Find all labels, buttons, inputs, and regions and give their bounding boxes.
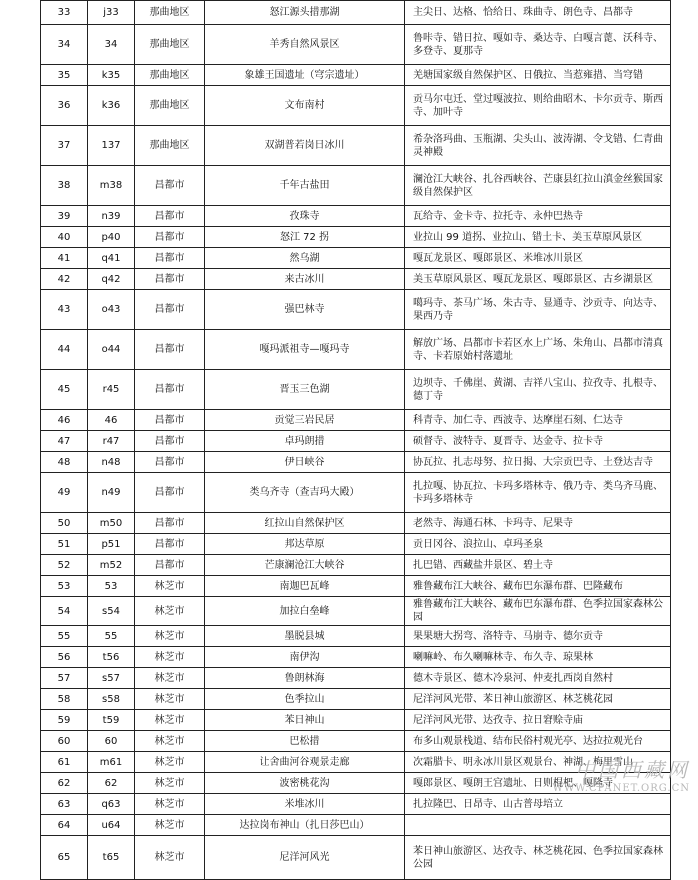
row-code: 34 (88, 25, 135, 65)
row-nearby-spots: 苯日神山旅游区、达孜寺、林芝桃花园、色季拉国家森林公园 (405, 836, 671, 880)
row-scenic-name: 贡觉三岩民居 (205, 410, 405, 431)
row-code: q41 (88, 248, 135, 269)
row-scenic-name: 尼洋河风光 (205, 836, 405, 880)
row-nearby-spots: 德木寺景区、德木冷泉河、仲麦扎西岗自然村 (405, 668, 671, 689)
row-number: 46 (41, 410, 88, 431)
row-scenic-name: 鲁朗林海 (205, 668, 405, 689)
table-row (41, 668, 671, 689)
row-number: 50 (41, 513, 88, 534)
row-nearby-spots: 老然寺、海通石林、卡玛寺、尼果寺 (405, 513, 671, 534)
row-region: 昌都市 (135, 206, 205, 227)
row-number: 43 (41, 290, 88, 330)
row-region: 那曲地区 (135, 86, 205, 126)
row-code: r45 (88, 370, 135, 410)
row-number: 49 (41, 473, 88, 513)
row-scenic-name: 双湖普若岗日冰川 (205, 126, 405, 166)
row-scenic-name: 羊秀自然风景区 (205, 25, 405, 65)
row-nearby-spots: 喇嘛岭、布久喇嘛林寺、布久寺、琼果林 (405, 647, 671, 668)
row-code: m52 (88, 555, 135, 576)
row-code: 137 (88, 126, 135, 166)
row-scenic-name: 南迦巴瓦峰 (205, 576, 405, 597)
row-number: 44 (41, 330, 88, 370)
row-scenic-name: 文布南村 (205, 86, 405, 126)
row-nearby-spots: 嘎郎景区、嘎朗王宫遗址、日则棍杷、嘎隆寺 (405, 773, 671, 794)
row-code: o44 (88, 330, 135, 370)
table-row (41, 431, 671, 452)
row-region: 林芝市 (135, 597, 205, 626)
row-nearby-spots: 果果塘大拐弯、洛特寺、马崩寺、德尔贡寺 (405, 626, 671, 647)
table-row (41, 269, 671, 290)
table-row (41, 689, 671, 710)
table-row (41, 166, 671, 206)
row-number: 42 (41, 269, 88, 290)
row-scenic-name: 南伊沟 (205, 647, 405, 668)
row-nearby-spots: 布多山观景栈道、结布民俗村观光亭、达拉拉观光台 (405, 731, 671, 752)
row-region: 林芝市 (135, 752, 205, 773)
table-row (41, 126, 671, 166)
row-region: 林芝市 (135, 668, 205, 689)
row-code: u64 (88, 815, 135, 836)
table-row (41, 513, 671, 534)
row-region: 林芝市 (135, 626, 205, 647)
row-number: 38 (41, 166, 88, 206)
row-region: 昌都市 (135, 513, 205, 534)
table-row (41, 597, 671, 626)
row-region: 昌都市 (135, 473, 205, 513)
row-region: 昌都市 (135, 269, 205, 290)
row-code: s57 (88, 668, 135, 689)
row-region: 林芝市 (135, 576, 205, 597)
table-row (41, 773, 671, 794)
row-code: k35 (88, 65, 135, 86)
row-code: 53 (88, 576, 135, 597)
table-row (41, 290, 671, 330)
row-scenic-name: 伊日峡谷 (205, 452, 405, 473)
row-code: t59 (88, 710, 135, 731)
table-row (41, 25, 671, 65)
row-code: q42 (88, 269, 135, 290)
table-row (41, 815, 671, 836)
table-row (41, 555, 671, 576)
row-number: 41 (41, 248, 88, 269)
row-scenic-name: 怒江 72 拐 (205, 227, 405, 248)
row-region: 林芝市 (135, 794, 205, 815)
row-nearby-spots: 希杂洛玛曲、玉瓶湖、尖头山、波涛湖、令戈错、仁青曲灵神殿 (405, 126, 671, 166)
row-region: 昌都市 (135, 290, 205, 330)
row-code: q63 (88, 794, 135, 815)
row-code: r47 (88, 431, 135, 452)
row-nearby-spots: 贡日冈谷、浪拉山、卓玛圣泉 (405, 534, 671, 555)
table-row (41, 452, 671, 473)
row-code: m50 (88, 513, 135, 534)
row-number: 35 (41, 65, 88, 86)
table-row (41, 626, 671, 647)
row-nearby-spots: 贡马尔屯迁、堂过嘎波拉、则给曲昭木、卡尔贡寺、斯西寺、加叶寺 (405, 86, 671, 126)
row-scenic-name: 达拉岗布神山（扎日莎巴山） (205, 815, 405, 836)
row-number: 33 (41, 1, 88, 25)
row-region: 昌都市 (135, 534, 205, 555)
row-region: 林芝市 (135, 773, 205, 794)
row-code: m61 (88, 752, 135, 773)
row-nearby-spots: 扎拉嘎、协瓦拉、卡玛多塔林寺、俄乃寺、类乌齐马鹿、卡玛多塔林寺 (405, 473, 671, 513)
row-scenic-name: 卓玛朗措 (205, 431, 405, 452)
row-scenic-name: 色季拉山 (205, 689, 405, 710)
row-code: p51 (88, 534, 135, 555)
row-nearby-spots: 噶玛寺、茶马广场、朱古寺、显通寺、沙贡寺、向达寺、果西乃寺 (405, 290, 671, 330)
table-row (41, 647, 671, 668)
row-nearby-spots: 鲁咔寺、错日拉、嘎如寺、桑达寺、白嘎言蓖、沃科寺、多登寺、夏那寺 (405, 25, 671, 65)
table-row (41, 710, 671, 731)
row-code: t56 (88, 647, 135, 668)
table-row (41, 1, 671, 25)
table-row (41, 86, 671, 126)
row-number: 63 (41, 794, 88, 815)
row-code: 55 (88, 626, 135, 647)
row-region: 昌都市 (135, 410, 205, 431)
row-number: 57 (41, 668, 88, 689)
row-code: p40 (88, 227, 135, 248)
row-number: 36 (41, 86, 88, 126)
row-nearby-spots: 美玉草原风景区、嘎瓦龙景区、嘎郎景区、古乡湖景区 (405, 269, 671, 290)
row-number: 56 (41, 647, 88, 668)
row-number: 53 (41, 576, 88, 597)
row-nearby-spots: 扎拉隆巴、日昂寺、山古普母培立 (405, 794, 671, 815)
row-nearby-spots: 雅鲁藏布江大峡谷、藏布巴东瀑布群、色季拉国家森林公园 (405, 597, 671, 626)
table-row (41, 206, 671, 227)
row-region: 昌都市 (135, 370, 205, 410)
row-nearby-spots: 羌塘国家级自然保护区、日俄拉、当惹雍措、当穹错 (405, 65, 671, 86)
row-number: 59 (41, 710, 88, 731)
row-scenic-name: 孜珠寺 (205, 206, 405, 227)
row-code: 62 (88, 773, 135, 794)
table-row (41, 227, 671, 248)
row-scenic-name: 红拉山自然保护区 (205, 513, 405, 534)
row-number: 45 (41, 370, 88, 410)
row-region: 那曲地区 (135, 25, 205, 65)
table-row (41, 330, 671, 370)
row-region: 昌都市 (135, 330, 205, 370)
row-code: 46 (88, 410, 135, 431)
row-region: 那曲地区 (135, 126, 205, 166)
row-region: 林芝市 (135, 647, 205, 668)
row-region: 那曲地区 (135, 65, 205, 86)
row-nearby-spots: 尼洋河风光带、苯日神山旅游区、林芝桃花园 (405, 689, 671, 710)
row-nearby-spots: 澜沧江大峡谷、扎谷西峡谷、芒康县红拉山滇金丝猴国家级自然保护区 (405, 166, 671, 206)
row-code: j33 (88, 1, 135, 25)
row-scenic-name: 让舍曲河谷观景走廊 (205, 752, 405, 773)
row-scenic-name: 加拉白垒峰 (205, 597, 405, 626)
row-code: o43 (88, 290, 135, 330)
row-scenic-name: 强巴林寺 (205, 290, 405, 330)
row-scenic-name: 嘎玛派祖寺—嘎玛寺 (205, 330, 405, 370)
row-nearby-spots: 雅鲁藏布江大峡谷、藏布巴东瀑布群、巴隆藏布 (405, 576, 671, 597)
row-scenic-name: 米堆冰川 (205, 794, 405, 815)
row-number: 54 (41, 597, 88, 626)
row-code: n39 (88, 206, 135, 227)
table-row (41, 731, 671, 752)
row-nearby-spots: 硕督寺、波特寺、夏晋寺、达金寺、拉卡寺 (405, 431, 671, 452)
row-number: 39 (41, 206, 88, 227)
row-nearby-spots (405, 815, 671, 836)
table-row (41, 794, 671, 815)
row-number: 52 (41, 555, 88, 576)
row-region: 那曲地区 (135, 1, 205, 25)
row-scenic-name: 千年古盐田 (205, 166, 405, 206)
scenic-spots-table (40, 0, 671, 880)
table-row (41, 836, 671, 880)
row-code: m38 (88, 166, 135, 206)
row-scenic-name: 波密桃花沟 (205, 773, 405, 794)
row-scenic-name: 邦达草原 (205, 534, 405, 555)
row-region: 昌都市 (135, 248, 205, 269)
row-code: 60 (88, 731, 135, 752)
row-code: n49 (88, 473, 135, 513)
row-number: 64 (41, 815, 88, 836)
row-scenic-name: 芒康澜沧江大峡谷 (205, 555, 405, 576)
row-code: s58 (88, 689, 135, 710)
row-nearby-spots: 扎巴错、西藏盐井景区、碧土寺 (405, 555, 671, 576)
row-number: 61 (41, 752, 88, 773)
row-number: 55 (41, 626, 88, 647)
table-row (41, 473, 671, 513)
row-nearby-spots: 尼洋河风光带、达孜寺、拉日窘赊寺庙 (405, 710, 671, 731)
row-nearby-spots: 次霜腊卡、明永冰川景区观景台、神湖、梅里雪山 (405, 752, 671, 773)
row-nearby-spots: 嘎瓦龙景区、嘎郎景区、米堆冰川景区 (405, 248, 671, 269)
row-nearby-spots: 解放广场、昌都市卡若区水上广场、朱角山、昌都市清真寺、卡若原始村落遗址 (405, 330, 671, 370)
row-number: 40 (41, 227, 88, 248)
row-number: 47 (41, 431, 88, 452)
row-nearby-spots: 业拉山 99 道拐、业拉山、错土卡、美玉草原风景区 (405, 227, 671, 248)
row-number: 65 (41, 836, 88, 880)
row-code: n48 (88, 452, 135, 473)
watermark-title: 中国西藏网 (575, 758, 690, 782)
row-region: 林芝市 (135, 731, 205, 752)
row-number: 51 (41, 534, 88, 555)
table-row (41, 576, 671, 597)
row-scenic-name: 然乌湖 (205, 248, 405, 269)
table-row (41, 410, 671, 431)
row-region: 林芝市 (135, 689, 205, 710)
row-region: 昌都市 (135, 431, 205, 452)
row-region: 昌都市 (135, 227, 205, 248)
row-number: 34 (41, 25, 88, 65)
table-row (41, 248, 671, 269)
row-number: 58 (41, 689, 88, 710)
row-region: 林芝市 (135, 836, 205, 880)
row-scenic-name: 怒江源头措那湖 (205, 1, 405, 25)
watermark-url: WWW.CPANET.ORG.CN (552, 783, 690, 794)
row-scenic-name: 象雄王国遗址（穹宗遗址） (205, 65, 405, 86)
row-scenic-name: 来古冰川 (205, 269, 405, 290)
row-number: 48 (41, 452, 88, 473)
row-scenic-name: 苯日神山 (205, 710, 405, 731)
row-scenic-name: 晋玉三色湖 (205, 370, 405, 410)
row-code: s54 (88, 597, 135, 626)
row-nearby-spots: 边坝寺、千佛崖、黄湖、吉祥八宝山、拉孜寺、扎根寺、德丁寺 (405, 370, 671, 410)
row-code: k36 (88, 86, 135, 126)
table-row (41, 370, 671, 410)
row-nearby-spots: 协瓦拉、扎志母努、拉日揭、大宗贡巴寺、土登达吉寺 (405, 452, 671, 473)
row-region: 昌都市 (135, 555, 205, 576)
row-region: 昌都市 (135, 166, 205, 206)
row-code: t65 (88, 836, 135, 880)
row-number: 62 (41, 773, 88, 794)
row-scenic-name: 墨脱县城 (205, 626, 405, 647)
row-scenic-name: 巴松措 (205, 731, 405, 752)
table-row (41, 752, 671, 773)
row-nearby-spots: 科青寺、加仁寺、西波寺、达摩崖石刻、仁达寺 (405, 410, 671, 431)
table-row (41, 65, 671, 86)
row-region: 昌都市 (135, 452, 205, 473)
row-region: 林芝市 (135, 710, 205, 731)
row-nearby-spots: 主尖日、达格、恰给日、珠曲寺、朗色寺、昌都寺 (405, 1, 671, 25)
row-nearby-spots: 瓦给寺、金卡寺、拉托寺、永仲巴热寺 (405, 206, 671, 227)
row-number: 60 (41, 731, 88, 752)
row-scenic-name: 类乌齐寺（查吉玛大殿） (205, 473, 405, 513)
row-region: 林芝市 (135, 815, 205, 836)
table-row (41, 534, 671, 555)
row-number: 37 (41, 126, 88, 166)
